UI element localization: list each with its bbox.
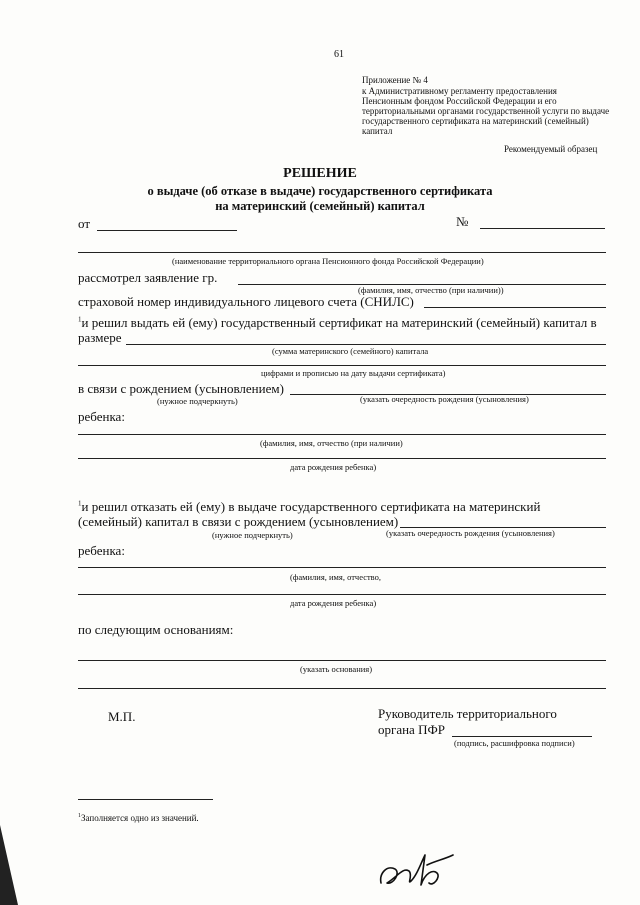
caption-signature: (подпись, расшифровка подписи) bbox=[454, 738, 575, 748]
grounds-label: по следующим основаниям: bbox=[78, 622, 234, 637]
caption-applicant-fio: (фамилия, имя, отчество (при наличии)) bbox=[358, 285, 504, 295]
appendix-line: к Административному регламенту предоставления bbox=[362, 86, 557, 96]
grounds-field-line-2[interactable] bbox=[78, 688, 606, 689]
scan-edge-shadow bbox=[0, 825, 18, 905]
grant-line: и решил выдать ей (ему) государственный сертификат на материнский (семейный) капитал в bbox=[81, 315, 597, 330]
snils-field-line[interactable] bbox=[424, 307, 606, 308]
date-field-line[interactable] bbox=[97, 230, 237, 231]
child-dob-field-line[interactable] bbox=[78, 458, 606, 459]
document-subtitle: на материнский (семейный) капитал bbox=[215, 199, 425, 213]
appendix-title: Приложение № 4 bbox=[362, 75, 428, 85]
caption-amount-words: цифрами и прописью на дату выдачи сертификата) bbox=[261, 368, 446, 378]
caption-order: (указать очередность рождения (усыновления) bbox=[386, 528, 555, 538]
footnote-separator bbox=[78, 799, 213, 800]
birth-label: в связи с рождением (усыновлением) bbox=[78, 381, 284, 396]
caption-amount: (сумма материнского (семейного) капитала bbox=[272, 346, 429, 356]
appendix-line: капитал bbox=[362, 126, 393, 136]
footnote bbox=[78, 811, 199, 823]
signature-field-line[interactable] bbox=[452, 736, 592, 737]
caption-child-dob: дата рождения ребенка) bbox=[290, 462, 377, 472]
head-title: Руководитель территориального bbox=[378, 706, 557, 721]
footnote-ref: 1 bbox=[78, 499, 82, 508]
document-title: РЕШЕНИЕ bbox=[283, 166, 357, 181]
child-label: ребенка: bbox=[78, 409, 125, 424]
caption-order: (указать очередность рождения (усыновления) bbox=[360, 394, 529, 404]
appendix-line: Пенсионным фондом Российской Федерации и его bbox=[362, 96, 557, 106]
child-fio-field-line[interactable] bbox=[78, 567, 606, 568]
number-label: № bbox=[456, 214, 469, 229]
organ-field-line[interactable] bbox=[78, 252, 606, 253]
amount-field-line[interactable] bbox=[126, 344, 606, 345]
refuse-line: и решил отказать ей (ему) в выдаче государственного сертификата на материнский bbox=[81, 499, 541, 514]
recommended-sample: Рекомендуемый образец bbox=[504, 144, 598, 154]
child-label: ребенка: bbox=[78, 543, 125, 558]
caption-child-dob: дата рождения ребенка) bbox=[290, 598, 377, 608]
refuse-line: (семейный) капитал в связи с рождением (усыновлением) bbox=[78, 514, 399, 529]
stamp-label: М.П. bbox=[108, 709, 136, 724]
grant-text bbox=[78, 315, 597, 331]
grounds-field-line[interactable] bbox=[78, 660, 606, 661]
appendix-line: государственного сертификата на материнский (семейный) bbox=[362, 116, 589, 126]
caption-underline: (нужное подчеркнуть) bbox=[212, 530, 293, 540]
amount-words-field-line[interactable] bbox=[78, 365, 606, 366]
refuse-text bbox=[78, 499, 540, 515]
handwritten-signature bbox=[375, 845, 455, 895]
caption-grounds: (указать основания) bbox=[300, 664, 373, 674]
snils-label: страховой номер индивидуального лицевого счета (СНИЛС) bbox=[78, 294, 414, 309]
appendix-line: территориальными органами государственной услуги по выдаче bbox=[362, 106, 610, 116]
footnote-ref: 1 bbox=[78, 315, 82, 324]
reviewed-label: рассмотрел заявление гр. bbox=[78, 270, 218, 285]
page-number: 61 bbox=[334, 49, 344, 60]
caption-child-fio: (фамилия, имя, отчество, bbox=[290, 572, 382, 582]
footnote-text: Заполняется одно из значений. bbox=[81, 813, 199, 823]
caption-organ: (наименование территориального органа Пенсионного фонда Российской Федерации) bbox=[172, 256, 484, 266]
footnote-mark: 1 bbox=[78, 813, 81, 819]
number-field-line[interactable] bbox=[480, 228, 605, 229]
caption-underline: (нужное подчеркнуть) bbox=[157, 396, 238, 406]
amount-label: размере bbox=[78, 330, 122, 345]
child-dob-field-line[interactable] bbox=[78, 594, 606, 595]
head-title: органа ПФР bbox=[378, 722, 445, 737]
caption-child-fio: (фамилия, имя, отчество (при наличии) bbox=[260, 438, 403, 448]
document-subtitle: о выдаче (об отказе в выдаче) государственного сертификата bbox=[147, 184, 493, 198]
from-label: от bbox=[78, 216, 91, 231]
child-fio-field-line[interactable] bbox=[78, 434, 606, 435]
